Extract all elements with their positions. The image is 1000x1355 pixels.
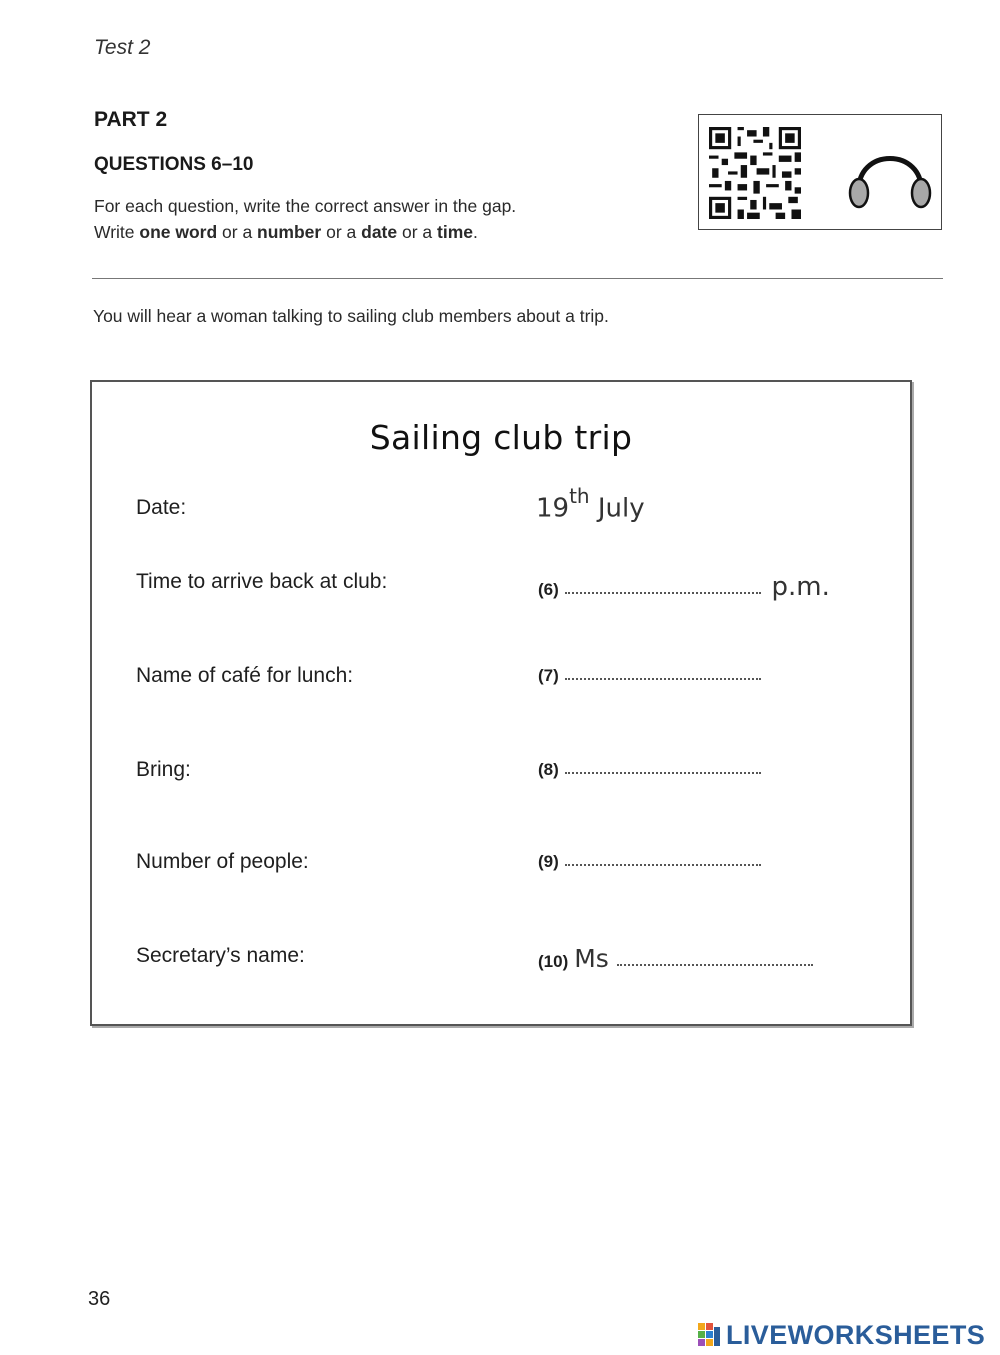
question-number: (8): [538, 760, 559, 779]
instruction-text: or a: [321, 222, 362, 242]
part-title: PART 2: [94, 108, 168, 131]
qr-code-icon[interactable]: [709, 127, 801, 219]
intro-text: You will hear a woman talking to sailing club members about a trip.: [93, 306, 609, 326]
instruction-emphasis: one word: [139, 222, 218, 242]
row-label-secretary: Secretary’s name:: [136, 944, 305, 967]
instruction-text: .: [472, 222, 478, 242]
answer-blank-7[interactable]: [565, 678, 761, 680]
date-value: [536, 484, 645, 524]
instruction-line-2: [94, 222, 478, 243]
question-number: (10): [538, 952, 569, 971]
headphones-icon: [845, 137, 935, 213]
instruction-emphasis: number: [257, 222, 322, 242]
answer-suffix: p.m.: [771, 572, 830, 602]
question-number: (9): [538, 852, 559, 871]
question-number: (7): [538, 666, 559, 685]
row-label-time: Time to arrive back at club:: [136, 570, 388, 593]
instruction-text: or a: [217, 222, 258, 242]
answer-blank-10[interactable]: [617, 964, 813, 966]
answer-blank-6[interactable]: [565, 592, 761, 594]
instruction-emphasis: date: [361, 222, 398, 242]
divider: [92, 278, 943, 279]
questions-title: QUESTIONS 6–10: [94, 154, 254, 175]
liveworksheets-brand: LIVEWORKSHEETS: [726, 1320, 986, 1350]
answer-prefix: Ms: [574, 944, 609, 973]
form-title: Sailing club trip: [369, 418, 633, 457]
row-label-bring: Bring:: [136, 758, 191, 781]
row-label-cafe: Name of café for lunch:: [136, 664, 354, 687]
date-day: 19: [536, 493, 570, 524]
instruction-text: or a: [397, 222, 437, 242]
audio-box[interactable]: [698, 114, 942, 230]
answer-gap-8[interactable]: [538, 760, 761, 780]
date-ordinal: th: [569, 484, 590, 508]
answer-blank-9[interactable]: [565, 864, 761, 866]
instruction-emphasis: time: [437, 222, 473, 242]
instruction-line-1: For each question, write the correct answer in the gap.: [94, 196, 517, 216]
answer-gap-6[interactable]: [538, 572, 830, 602]
row-label-people: Number of people:: [136, 850, 309, 873]
answer-gap-7[interactable]: [538, 666, 761, 686]
date-month: July: [597, 493, 645, 524]
answer-blank-8[interactable]: [565, 772, 761, 774]
page-number: 36: [88, 1288, 111, 1310]
notes-form: [90, 380, 912, 1026]
liveworksheets-logo-icon: [698, 1323, 722, 1347]
instruction-text: Write: [94, 222, 140, 242]
question-number: (6): [538, 580, 559, 599]
date-label: Date:: [136, 496, 187, 519]
answer-gap-10[interactable]: [538, 944, 813, 973]
test-label: Test 2: [94, 36, 151, 59]
answer-gap-9[interactable]: [538, 852, 761, 872]
